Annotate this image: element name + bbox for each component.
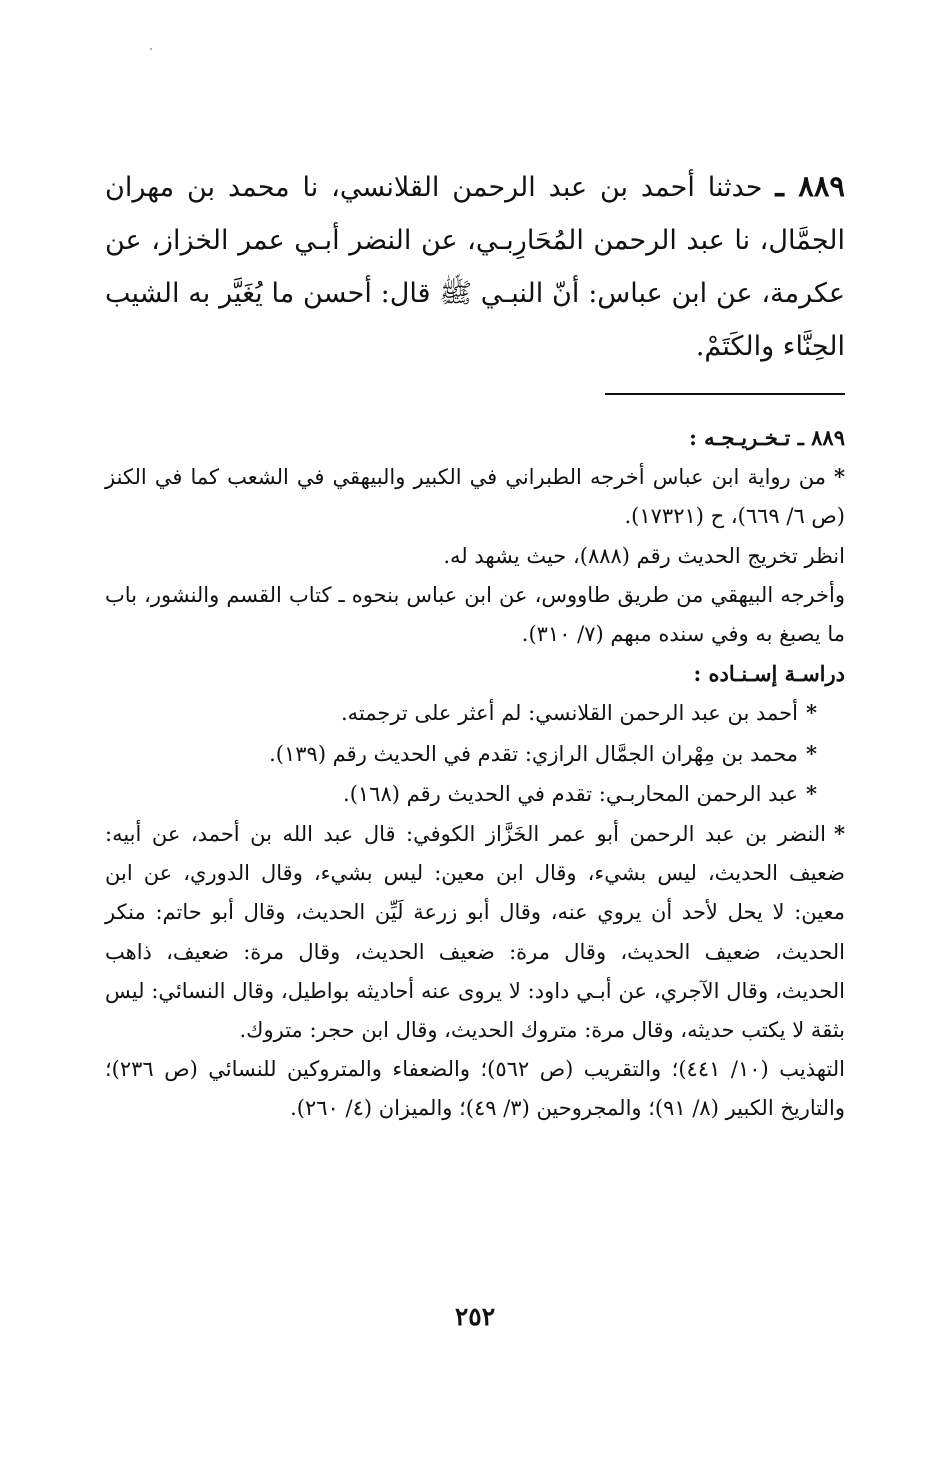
scan-speck: [150, 48, 152, 50]
hadith-paragraph: [105, 160, 845, 373]
bullet-star-icon: *: [806, 700, 817, 726]
narrator-item-4: [105, 814, 845, 1050]
takhrij-text-1: من رواية ابن عباس أخرجه الطبراني في الكبير والبيهقي في الشعب كما في الكنز (ص ٦/ ٦٦٩)، ح (١٧٣٢١).: [105, 465, 845, 529]
narrator-text-4: النضر بن عبد الرحمن أبو عمر الخَزَّاز الكوفي: قال عبد الله بن أحمد، عن أبيه: ضعيف الحديث، ليس بشيء، وقال ابن معين: ليس بشيء، وقال الدوري، عن ابن معين: لا يحل لأحد أن يروي عنه، وقال أبو زرعة لَيِّن الحديث، وقال أبو حاتم: منكر الحديث، ضعيف الحديث، وقال مرة: ضعيف الحديث، وقال مرة: ضعيف، ذاهب الحديث، وقال الآجري، عن أبـي داود: لا يروى عنه أحاديثه بواطيل، وقال النسائي: ليس بثقة لا يكتب حديثه، وقال مرة: متروك الحديث، وقال ابن حجر: متروك.: [105, 822, 845, 1043]
hadith-body: حدثنا أحمد بن عبد الرحمن القلانسي، نا محمد بن مهران الجمَّال، نا عبد الرحمن المُحَارِبـي، عن النضر أبـي عمر الخزاز، عن عكرمة، عن ابن عباس: أنّ النبـي ﷺ قال: أحسن ما يُغَيَّر به الشيب الحِنَّاء والكَتَمْ.: [105, 172, 845, 362]
narrator-item-2: [105, 734, 845, 774]
bullet-star-icon: *: [806, 740, 817, 766]
footnote-divider: [605, 393, 845, 395]
takhrij-item-2: انظر تخريج الحديث رقم (٨٨٨)، حيث يشهد له.: [443, 543, 845, 568]
hadith-text-block: [105, 160, 845, 373]
narrator-text-2: محمد بن مِهْران الجمَّال الرازي: تقدم في الحديث رقم (١٣٩).: [269, 741, 799, 766]
sources-list: التهذيب (١٠/ ٤٤١)؛ والتقريب (ص ٥٦٢)؛ والضعفاء والمتروكين للنسائي (ص ٢٣٦)؛ والتاريخ الكبير (٨/ ٩١)؛ والمجروحين (٣/ ٤٩)؛ والميزان (٤/ ٢٦٠).: [105, 1057, 845, 1121]
footnotes-block: [105, 418, 845, 1129]
hadith-number: ٨٨٩ ـ: [775, 169, 845, 203]
takhrij-item-1: [105, 457, 845, 536]
narrator-text-1: أحمد بن عبد الرحمن القلانسي: لم أعثر على ترجمته.: [340, 701, 799, 726]
takhrij-item-3: وأخرجه البيهقي من طريق طاووس، عن ابن عباس بنحوه ـ كتاب القسم والنشور، باب ما يصبغ به وفي سنده مبهم (٧/ ٣١٠).: [105, 582, 845, 647]
takhrij-heading: ٨٨٩ ـ تـخـريـجـه :: [689, 425, 845, 450]
narrator-text-3: عبد الرحمن المحاربـي: تقدم في الحديث رقم (١٦٨).: [343, 781, 799, 806]
bullet-star-icon: *: [834, 464, 845, 490]
narrator-item-1: [105, 693, 845, 733]
page-number: ٢٥٢: [454, 1302, 496, 1331]
bullet-star-icon: *: [806, 780, 817, 806]
isnad-heading: دراسـة إسـنـاده :: [693, 661, 845, 687]
bullet-star-icon: *: [834, 821, 845, 847]
narrator-item-3: [105, 774, 845, 814]
